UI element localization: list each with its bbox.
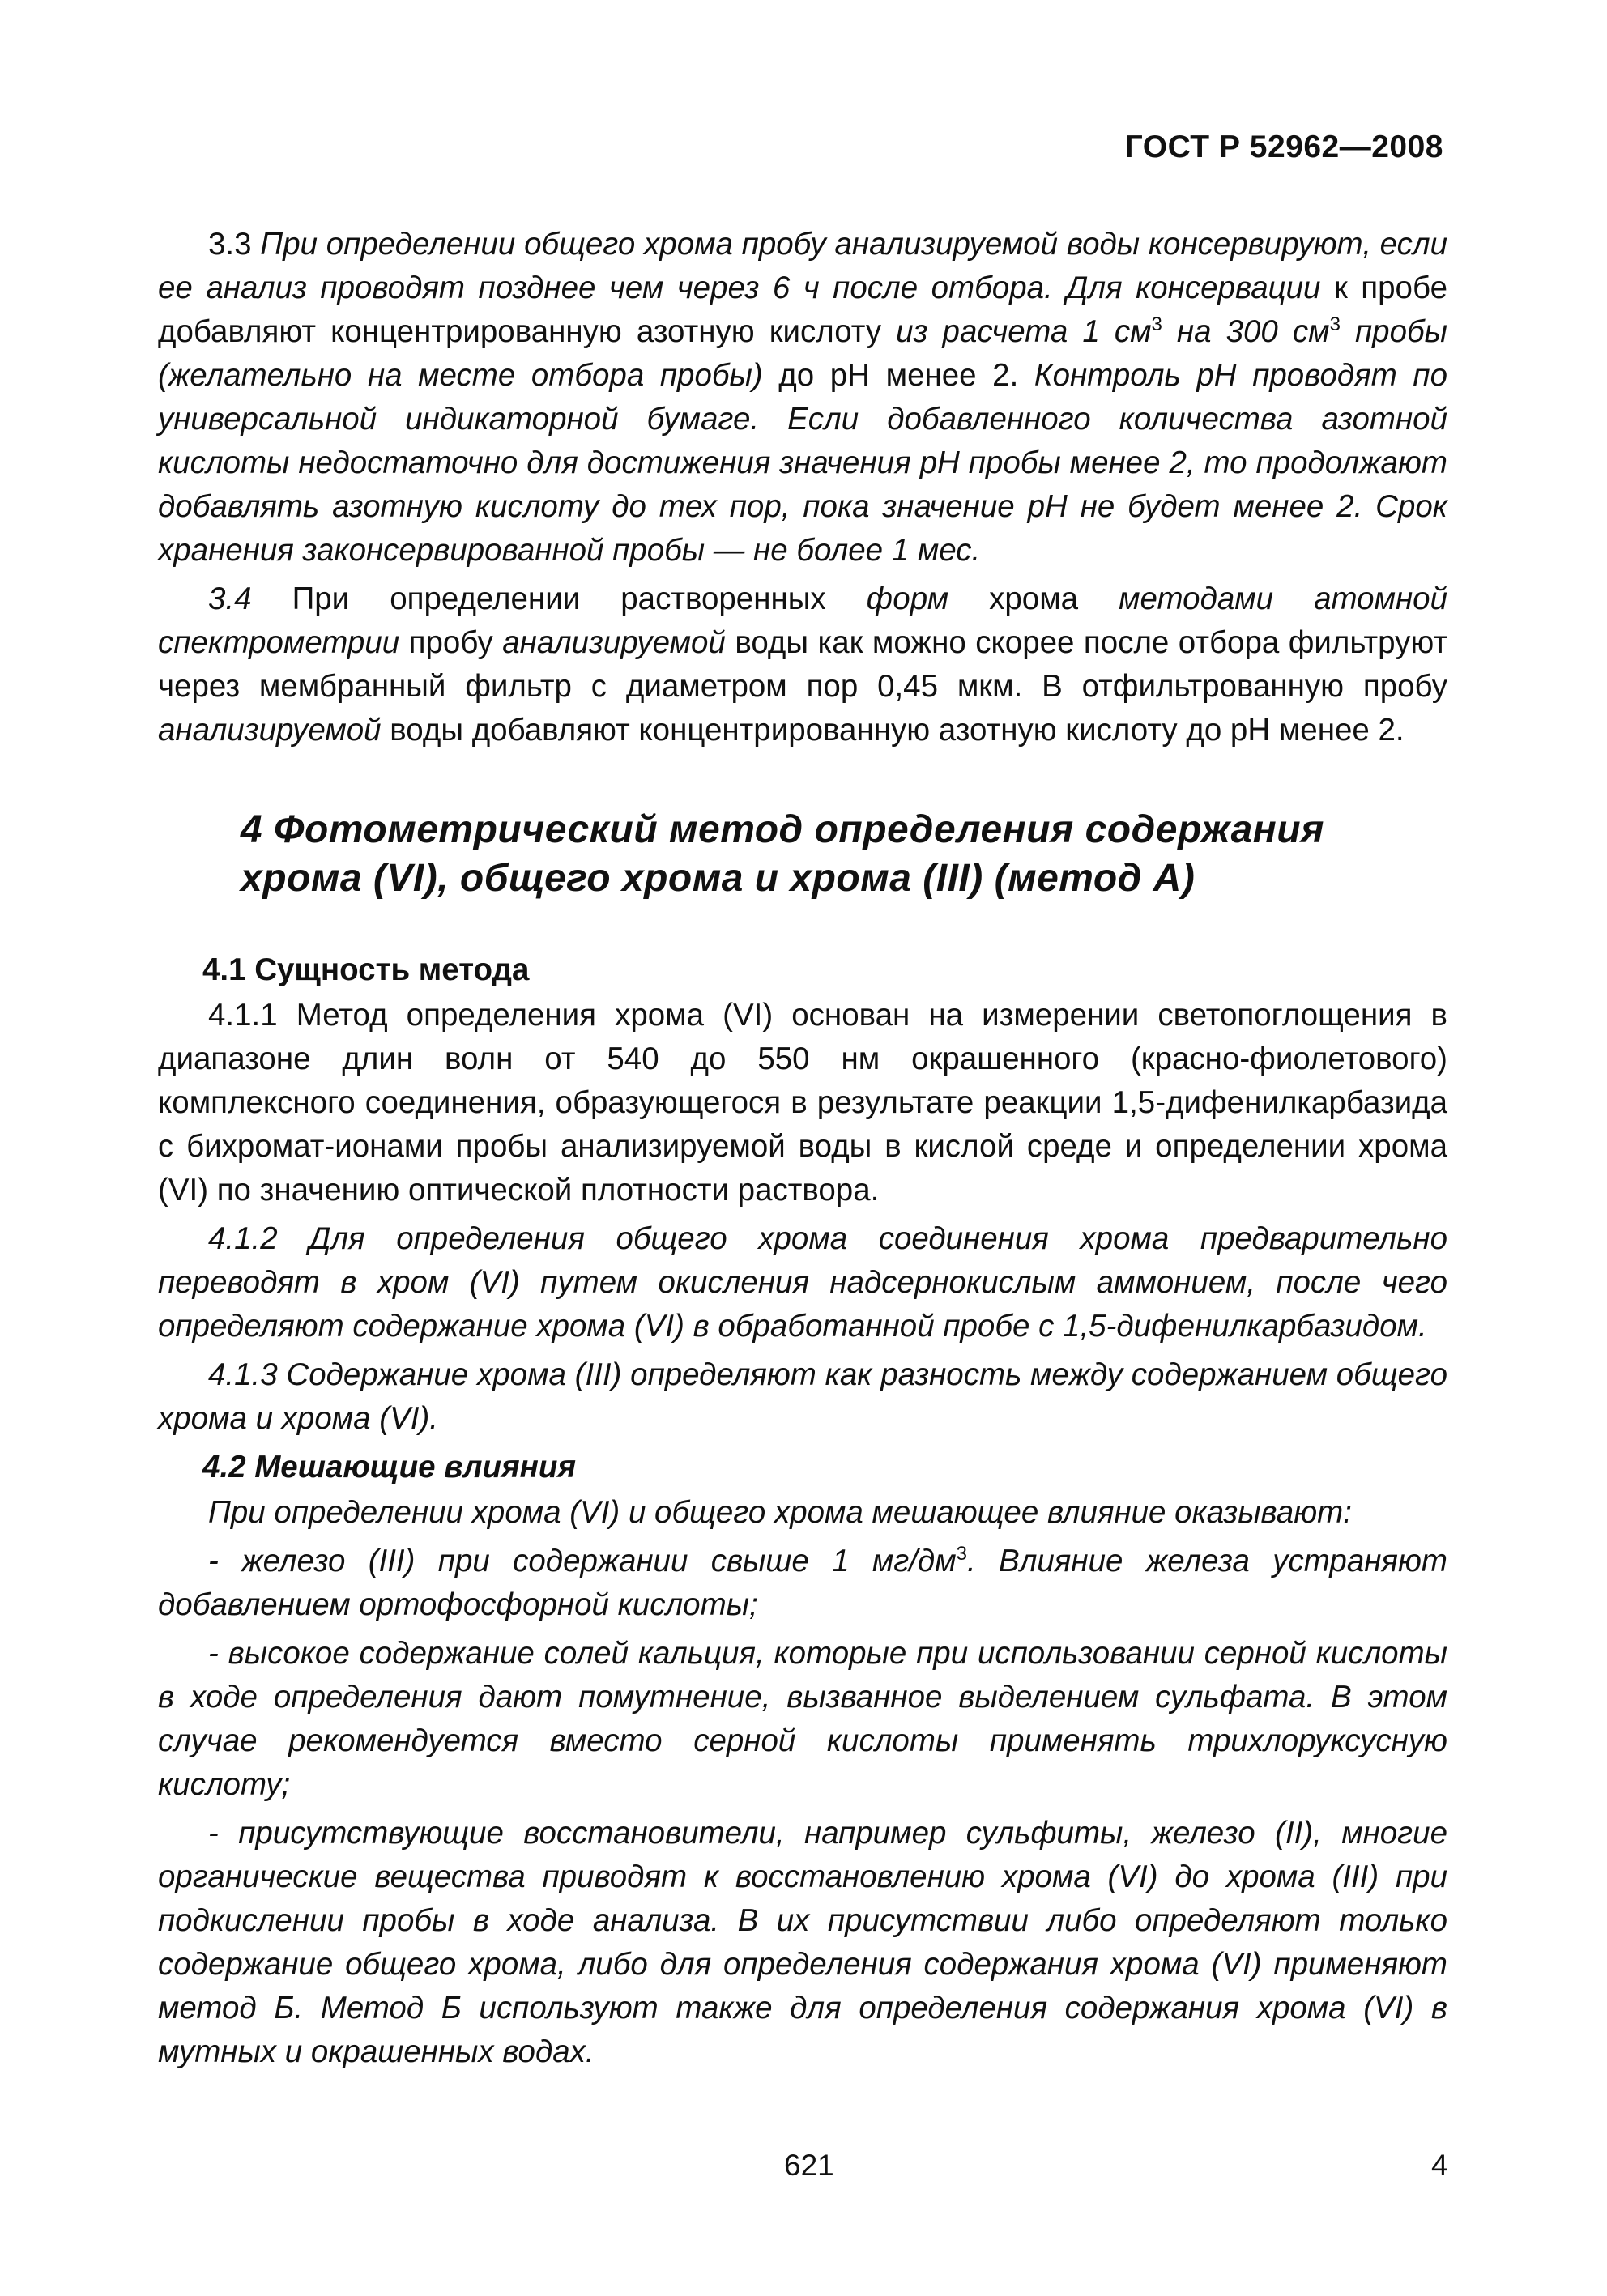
subsection-4-1-heading: 4.1 Сущность метода [202,952,530,987]
section-4-heading-line-2: хрома (VI), общего хрома и хрома (III) (метод А) [241,857,1196,900]
paragraph-4-1-1: 4.1.1 Метод определения хрома (VI) основан на измерении светопоглощения в диапазоне длин волн от 540 до 550 нм окрашенного (красно-фиолетового) комплексного соединения, образующегося в результате реакции 1,5-дифенилкарбазида с бихромат-ионами пробы анализируемой воды в кислой среде и определении хрома (VI) по значению оптической плотности раствора. [158,998,1447,1208]
paragraph-3-3-number: 3.3 [208,227,252,262]
page-number-right: 4 [1431,2149,1448,2182]
paragraph-4-2-intro: При определении хрома (VI) и общего хрома мешающее влияние оказывают: [208,1495,1352,1530]
page-number-center: 621 [784,2149,834,2182]
list-item-iron: - железо (III) при содержании свыше 1 $мг/дм^3$. Влияние железа устраняют добавлением ортофосфорной кислоты; [158,1543,1447,1622]
paragraph-3-4-number: 3.4 [208,581,252,616]
paragraph-4-1-2: 4.1.2 Для определения общего хрома соединения хрома предварительно переводят в хром (VI) путем окисления надсернокислым аммонием, после чего определяют содержание хрома (VI) в обработанной пробе с 1,5-дифенилкарбазидом. [158,1221,1447,1344]
paragraph-4-1-3: 4.1.3 Содержание хрома (III) определяют как разность между содержанием общего хрома и хрома (VI). [158,1357,1447,1436]
paragraph-3-4: 3.4 При определении растворенных форм хрома методами атомной спектрометрии пробу анализируемой воды как можно скорее после отбора фильтруют через мембранный фильтр с диаметром пор 0,45 мкм. В отфильтрованную пробу анализируемой воды добавляют концентрированную азотную кислоту до pH менее 2. [158,581,1447,748]
subsection-4-2-heading: 4.2 Мешающие влияния [202,1450,577,1485]
list-item-calcium: - высокое содержание солей кальция, которые при использовании серной кислоты в ходе определения дают помутнение, вызванное выделением сульфата. В этом случае рекомендуется вместо серной кислоты применять трихлоруксусную кислоту; [158,1636,1447,1802]
document-body [158,223,1447,2079]
document-code-header: ГОСТ Р 52962—2008 [1124,130,1443,164]
list-item-reducers: - присутствующие восстановители, например сульфиты, железо (II), многие органические вещества приводят к восстановлению хрома (VI) до хрома (III) при подкислении пробы в ходе анализа. В их присутствии либо определяют только содержание общего хрома, либо для определения содержания хрома (VI) применяют метод Б. Метод Б используют также для определения содержания хрома (VI) в мутных и окрашенных водах. [158,1816,1447,2069]
section-4-heading [158,806,1447,903]
paragraph-3-3: 3.3 При определении общего хрома пробу анализируемой воды консервируют, если ее анализ проводят позднее чем через 6 ч после отбора. Для консервации к пробе добавляют концентрированную азотную кислоту из расчета 1 $см^3$ на 300 $см^3$ пробы (желательно на месте отбора пробы) до pH менее 2. Контроль pH проводят по универсальной индикаторной бумаге. Если добавленного количества азотной кислоты недостаточно для достижения значения pH пробы менее 2, то продолжают добавлять азотную кислоту до тех пор, пока значение pH не будет менее 2. Срок хранения законсервированной пробы — не более 1 мес. [158,227,1448,568]
section-4-heading-line-1: 4 Фотометрический метод определения содержания [241,808,1324,851]
